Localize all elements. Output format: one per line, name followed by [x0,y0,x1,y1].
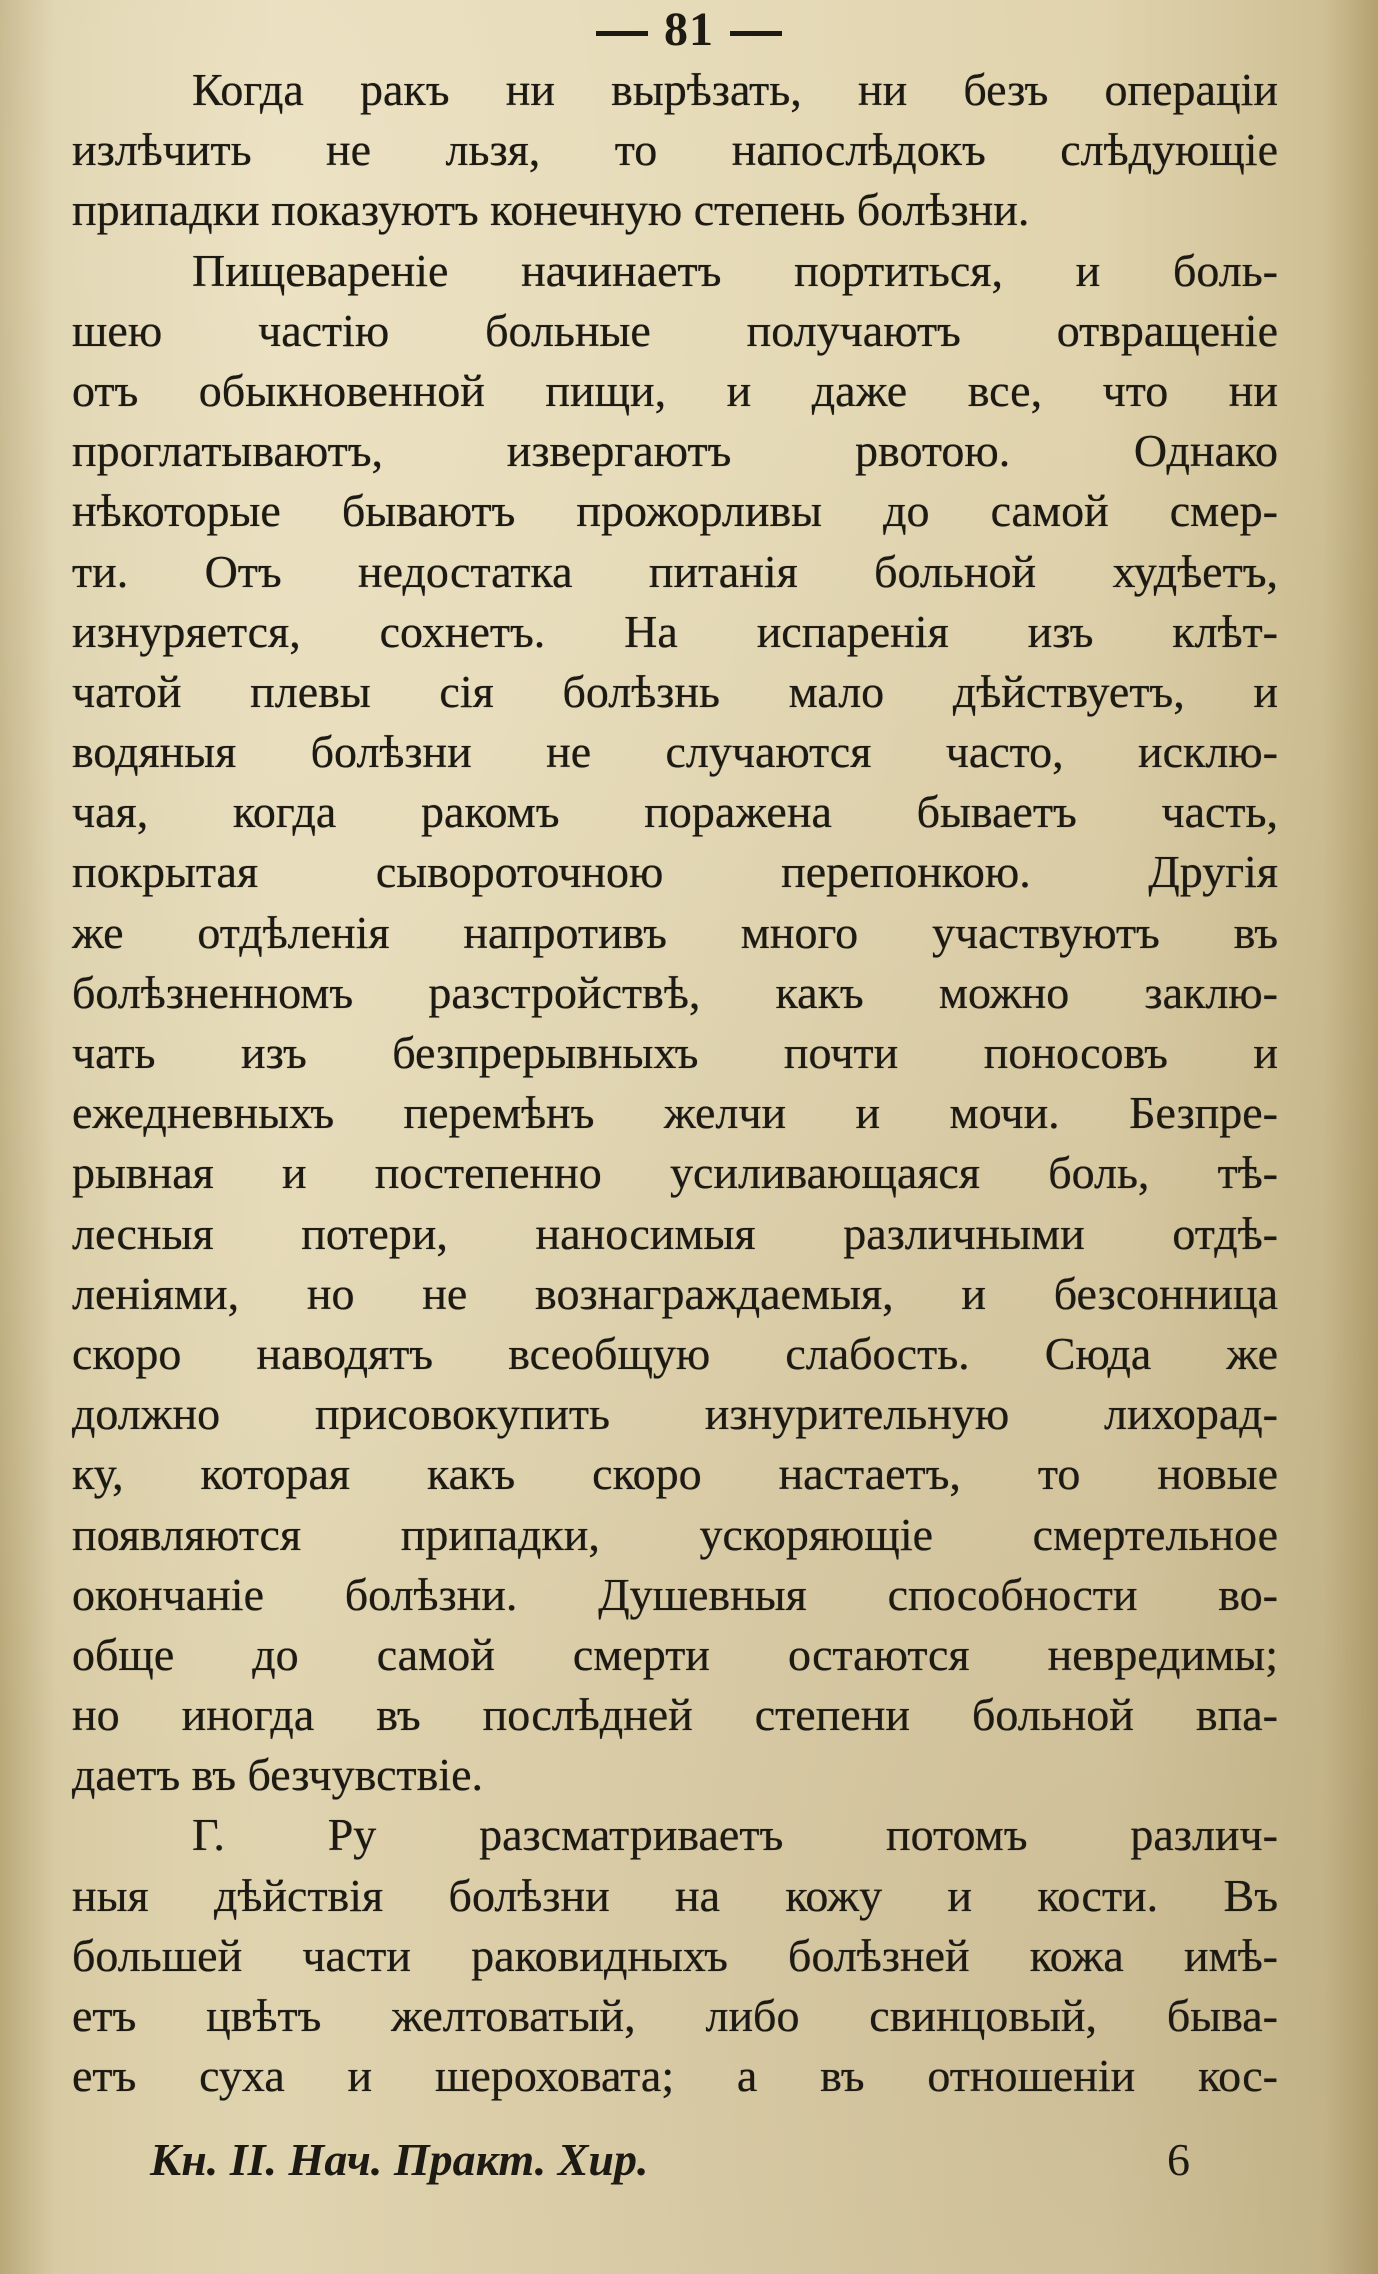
text-line: ку, которая какъ скоро настаетъ, то новые [72,1448,1278,1500]
text-line: ныя дѣйствія болѣзни на кожу и кости. Въ [72,1869,1278,1921]
text-line: лесныя потери, наносимыя различными отдѣ- [72,1207,1278,1259]
left-dash [596,31,648,36]
text-line: окончаніе болѣзни. Душевныя способности во- [72,1568,1278,1620]
text-line: нѣкоторые бываютъ прожорливы до самой смер- [72,485,1278,537]
running-title: Кн. II. Нач. Практ. Хир. [150,2134,649,2185]
text-line: должно присовокупить изнурительную лихорад- [72,1388,1278,1440]
text-line: рывная и постепенно усиливающаяся боль, тѣ- [72,1147,1278,1199]
text-line: появляются припадки, ускоряющіе смертельное [72,1508,1278,1560]
text-line: изнуряется, сохнетъ. На испаренія изъ клѣт- [72,605,1278,657]
text-line: излѣчить не льзя, то напослѣдокъ слѣдующіе [72,124,1278,176]
text-line: ежедневныхъ перемѣнъ желчи и мочи. Безпре- [72,1087,1278,1139]
text-line: леніями, но не вознаграждаемыя, и безсонница [72,1267,1278,1319]
right-dash [730,31,782,36]
text-line: же отдѣленія напротивъ много участвуютъ въ [72,906,1278,958]
body-text [72,60,1278,2106]
text-line: даетъ въ безчувствіе. [72,1749,484,1801]
text-line: етъ суха и шероховата; а въ отношеніи кос- [72,2050,1278,2102]
text-line: проглатываютъ, извергаютъ рвотою. Однако [72,425,1278,477]
text-line: обще до самой смерти остаются невредимы; [72,1628,1278,1680]
text-line: отъ обыкновенной пищи, и даже все, что ни [72,364,1278,416]
text-line: Г. Ру разсматриваетъ потомъ различ- [192,1809,1278,1861]
text-line: но иногда въ послѣдней степени больной впа- [72,1689,1278,1741]
text-line: шею частію больные получаютъ отвращеніе [72,304,1278,356]
text-line: Пищевареніе начинаетъ портиться, и боль- [192,244,1278,296]
text-line: чать изъ безпрерывныхъ почти поносовъ и [72,1027,1278,1078]
page-number-header [0,2,1378,57]
text-line: скоро наводятъ всеобщую слабость. Сюда же [72,1327,1278,1379]
text-line: Когда ракъ ни вырѣзать, ни безъ операціи [192,64,1278,115]
text-line: етъ цвѣтъ желтоватый, либо свинцовый, быва- [72,1990,1278,2041]
page-footer [150,2130,1190,2190]
text-line: покрытая сывороточною перепонкою. Другія [72,846,1278,898]
text-line: водяныя болѣзни не случаются часто, исклю- [72,726,1278,778]
signature-mark: 6 [1167,2134,1190,2185]
page-number: 81 [664,3,714,56]
text-line: чая, когда ракомъ поражена бываетъ часть, [72,786,1278,838]
text-line: большей части раковидныхъ болѣзней кожа имѣ- [72,1929,1278,1981]
text-line: припадки показуютъ конечную степень болѣзни. [72,184,1030,236]
text-line: болѣзненномъ разстройствѣ, какъ можно заклю- [72,966,1278,1018]
text-line: чатой плевы сія болѣзнь мало дѣйствуетъ, и [72,665,1278,717]
text-line: ти. Отъ недостатка питанія больной худѣетъ, [72,545,1278,597]
